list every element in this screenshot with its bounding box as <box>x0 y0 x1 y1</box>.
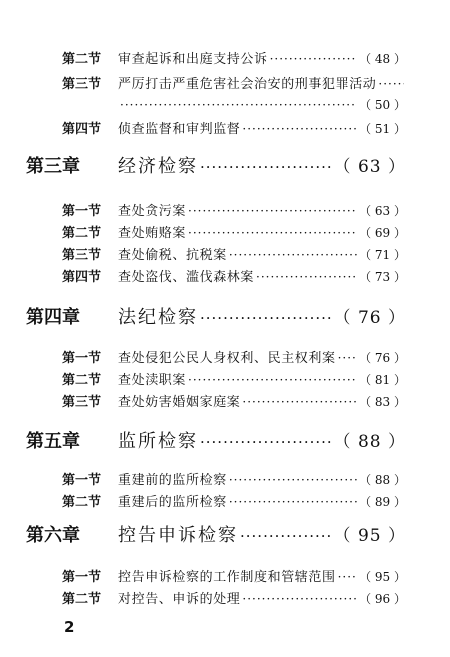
section-title: 查处偷税、抗税案 <box>118 248 227 263</box>
section-title: 查处盗伐、滥伐森林案 <box>118 270 255 285</box>
dot-leader <box>229 248 357 262</box>
chapter-title: 控告申诉检察 <box>118 525 238 546</box>
chapter-title: 经济检察 <box>118 156 198 177</box>
dot-leader <box>242 592 357 606</box>
section-label: 第二节 <box>62 52 102 67</box>
section-label: 第一节 <box>62 473 102 488</box>
dot-leader <box>200 158 332 176</box>
section-title: 对控告、申诉的处理 <box>118 592 241 607</box>
section-title: 审查起诉和出庭支持公诉 <box>118 52 268 67</box>
section-label: 第二节 <box>62 226 102 241</box>
toc-entry-continuation <box>118 96 406 113</box>
dot-leader <box>378 77 404 91</box>
toc-entry <box>62 200 406 219</box>
page-number: （ 95 ） <box>359 570 406 584</box>
page-number: （ 96 ） <box>359 592 406 606</box>
chapter-heading <box>26 427 406 453</box>
toc-entry <box>62 566 406 585</box>
section-label: 第一节 <box>62 570 102 585</box>
page-number: （ 88 ） <box>359 473 406 487</box>
toc-entry <box>62 48 406 67</box>
dot-leader <box>338 570 357 584</box>
chapter-title: 监所检察 <box>118 431 198 452</box>
chapter-label: 第六章 <box>26 525 80 546</box>
section-label: 第三节 <box>62 395 102 410</box>
section-label: 第二节 <box>62 592 102 607</box>
section-title: 重建后的监所检察 <box>118 495 227 510</box>
section-title: 查处贿赂案 <box>118 226 187 241</box>
toc-entry <box>62 588 406 607</box>
dot-leader <box>270 52 357 66</box>
page-number: （ 71 ） <box>359 248 406 262</box>
page-number: （ 83 ） <box>359 395 406 409</box>
toc-entry <box>62 222 406 241</box>
chapter-page-number: （ 63 ） <box>333 157 406 177</box>
chapter-page-number: （ 95 ） <box>333 526 406 546</box>
chapter-title: 法纪检察 <box>118 307 198 328</box>
page-number: （ 51 ） <box>359 122 406 136</box>
dot-leader <box>200 309 332 327</box>
dot-leader <box>188 204 357 218</box>
toc-entry <box>62 369 406 388</box>
toc-entry <box>62 469 406 488</box>
toc-entry <box>62 244 406 263</box>
section-title: 重建前的监所检察 <box>118 473 227 488</box>
toc-entry <box>62 347 406 366</box>
section-title: 查处侵犯公民人身权利、民主权利案 <box>118 351 336 366</box>
page-folio: 2 <box>64 618 75 636</box>
toc-entry <box>62 391 406 410</box>
section-label: 第二节 <box>62 495 102 510</box>
section-label: 第二节 <box>62 373 102 388</box>
section-label: 第四节 <box>62 270 102 285</box>
dot-leader <box>188 373 357 387</box>
dot-leader <box>242 395 357 409</box>
section-label: 第一节 <box>62 351 102 366</box>
page-number: （ 48 ） <box>359 52 406 66</box>
section-title: 查处妨害婚姻家庭案 <box>118 395 241 410</box>
section-title: 查处渎职案 <box>118 373 187 388</box>
section-label: 第四节 <box>62 122 102 137</box>
toc-entry <box>62 491 406 510</box>
chapter-label: 第四章 <box>26 307 80 328</box>
section-title: 严厉打击严重危害社会治安的刑事犯罪活动 <box>118 77 377 92</box>
chapter-label: 第五章 <box>26 431 80 452</box>
dot-leader <box>200 433 332 451</box>
dot-leader <box>242 122 357 136</box>
chapter-heading <box>26 521 406 547</box>
page-number: （ 50 ） <box>359 98 406 112</box>
page-number: （ 63 ） <box>359 204 406 218</box>
page-number: （ 76 ） <box>359 351 406 365</box>
page-number: （ 73 ） <box>359 270 406 284</box>
dot-leader <box>338 351 357 365</box>
chapter-heading <box>26 303 406 329</box>
section-title: 控告申诉检察的工作制度和管辖范围 <box>118 570 336 585</box>
dot-leader <box>120 98 357 112</box>
dot-leader <box>240 527 332 545</box>
chapter-page-number: （ 88 ） <box>333 432 406 452</box>
chapter-heading <box>26 152 406 178</box>
section-title: 查处贪污案 <box>118 204 187 219</box>
section-label: 第一节 <box>62 204 102 219</box>
dot-leader <box>229 473 357 487</box>
chapter-label: 第三章 <box>26 156 80 177</box>
dot-leader <box>256 270 357 284</box>
section-label: 第三节 <box>62 77 102 92</box>
toc-entry <box>62 73 406 92</box>
dot-leader <box>188 226 357 240</box>
page-number: （ 69 ） <box>359 226 406 240</box>
dot-leader <box>229 495 357 509</box>
section-title: 侦查监督和审判监督 <box>118 122 241 137</box>
page-number: （ 89 ） <box>359 495 406 509</box>
toc-entry <box>62 266 406 285</box>
toc-entry <box>62 118 406 137</box>
chapter-page-number: （ 76 ） <box>333 308 406 328</box>
section-label: 第三节 <box>62 248 102 263</box>
page-number: （ 81 ） <box>359 373 406 387</box>
